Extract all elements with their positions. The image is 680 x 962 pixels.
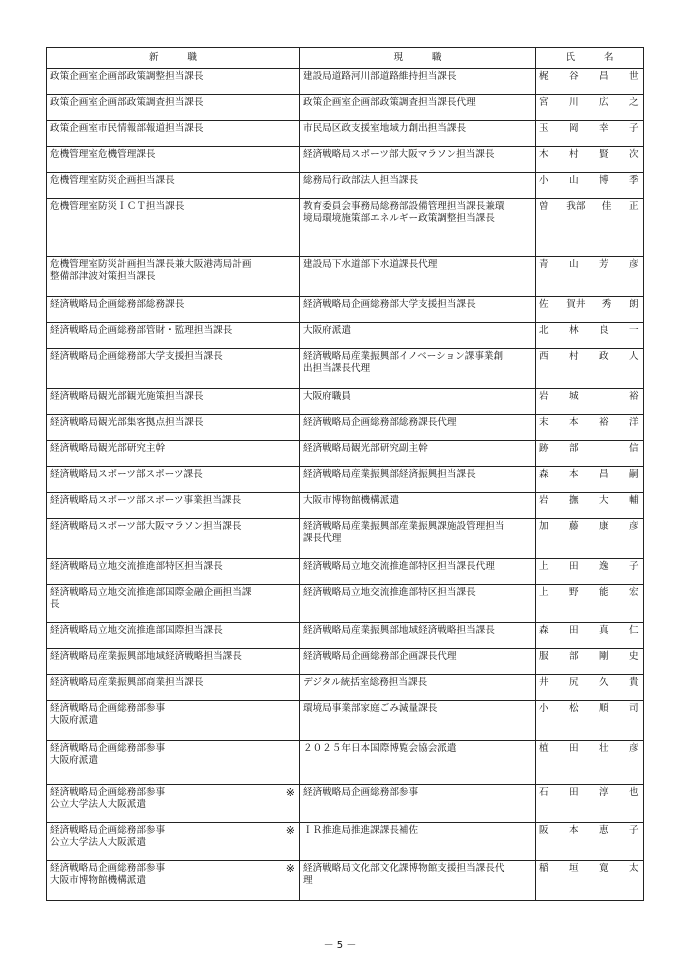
current-post-cell [300,701,536,741]
current-post-line: デジタル統括室総務担当課長 [303,677,428,688]
name-char: 壮 [599,743,609,754]
new-post-cell [47,623,300,649]
new-post-cell [47,701,300,741]
table-row [47,69,644,95]
name-cell [536,297,644,323]
current-post-line: 経済戦略局立地交流推進部特区担当課長 [303,587,476,598]
name-char: 仁 [629,625,639,636]
current-post-cell [300,257,536,297]
current-post-cell [300,493,536,519]
new-post-cell [47,785,300,823]
name-cell [536,147,644,173]
name-char: 本 [569,825,579,836]
name-char: 松 [569,703,579,714]
name-char: 田 [569,787,579,798]
name-char: 本 [569,417,579,428]
name-char: 岡 [569,123,579,134]
name-char: 司 [629,703,639,714]
table-row [47,861,644,901]
name-char: 小 [539,175,549,186]
name-char: 康 [599,521,609,532]
new-post-line: 政策企画室企画部政策調整担当課長 [50,71,204,82]
name-char: 野 [569,587,579,598]
new-post-cell [47,559,300,585]
name-char: 次 [629,149,639,160]
new-post-cell [47,861,300,901]
table-row [47,297,644,323]
name-char: 真 [599,625,609,636]
current-post-line: 経済戦略局企画総務部大学支援担当課長 [303,299,476,310]
name-char: 裕 [599,417,609,428]
new-post-cell [47,585,300,623]
table-row [47,649,644,675]
name-char: 彦 [629,743,639,754]
name-char: 賀井 [566,299,586,310]
name-cell [536,199,644,257]
current-post-line: 経済戦略局産業振興部経済振興担当課長 [303,469,476,480]
new-post-line: 経済戦略局観光部観光施策担当課長 [50,391,204,402]
name-cell [536,323,644,349]
name-char: 岩 [539,495,549,506]
name-cell [536,785,644,823]
name-char: 子 [629,561,639,572]
current-post-line: 経済戦略局企画総務部総務課長代理 [303,417,457,428]
new-post-line: 公立大学法人大阪派遣 [50,837,146,848]
current-post-cell [300,441,536,467]
table-row [47,741,644,785]
name-char [599,391,610,403]
new-post-cell [47,441,300,467]
name-char: 加 [539,521,549,532]
new-post-line: 大阪市博物館機構派遣 [50,875,146,886]
new-post-line: 大阪府派遣 [50,715,98,726]
new-post-line: 政策企画室企画部政策調査担当課長 [50,97,204,108]
current-post-cell [300,623,536,649]
table-row [47,785,644,823]
name-char: 青 [539,259,549,270]
new-post-line: 経済戦略局スポーツ部スポーツ課長 [50,469,203,480]
name-char: 村 [569,351,579,362]
current-post-line: 理 [303,875,313,886]
name-cell [536,493,644,519]
name-char: 賢 [599,149,609,160]
name-char: 尻 [569,677,579,688]
new-post-line: 危機管理室防災ＩＣＴ担当課長 [50,201,185,212]
name-cell [536,823,644,861]
new-post-line: 経済戦略局スポーツ部スポーツ事業担当課長 [50,495,242,506]
name-char: 人 [629,351,639,362]
name-char: 博 [599,175,609,186]
current-post-cell [300,559,536,585]
name-char: 信 [629,443,639,454]
new-post-cell [47,493,300,519]
name-char: 佳 [601,201,612,212]
name-cell [536,389,644,415]
new-post-line: 危機管理室防災企画担当課長 [50,175,175,186]
name-char: 部 [569,651,579,662]
name-char: 撫 [569,495,579,506]
name-char: 寛 [599,863,609,874]
name-char: 子 [629,123,639,134]
name-char: 藤 [569,521,579,532]
personnel-table [46,47,644,901]
new-post-cell [47,121,300,147]
name-char: 部 [569,443,579,454]
name-char: 山 [569,259,579,270]
new-post-cell [47,675,300,701]
current-post-cell [300,173,536,199]
new-post-cell [47,741,300,785]
current-post-cell [300,519,536,559]
page-number: － 5 － [323,940,357,951]
new-post-cell [47,173,300,199]
current-post-cell [300,121,536,147]
new-post-line: 経済戦略局観光部集客拠点担当課長 [50,417,204,428]
note-mark: ※ [285,824,295,837]
current-post-line: 政策企画室企画部政策調査担当課長代理 [303,97,476,108]
name-char: 木 [539,149,549,160]
name-char: 梶 [539,71,549,82]
name-char: 上 [539,561,549,572]
table-row [47,559,644,585]
name-char: 田 [569,625,579,636]
new-post-cell [47,415,300,441]
new-post-line: 長 [50,599,60,610]
name-char: 宮 [539,97,549,108]
name-cell [536,121,644,147]
name-cell [536,519,644,559]
table-row [47,349,644,389]
current-post-cell [300,147,536,173]
name-char: 本 [569,469,579,480]
name-cell [536,257,644,297]
current-post-line: 課長代理 [303,533,342,544]
new-post-line: 経済戦略局企画総務部総務課長 [50,299,185,310]
current-post-cell [300,69,536,95]
current-post-cell [300,861,536,901]
name-cell [536,467,644,493]
new-post-cell [47,389,300,415]
new-post-line: 政策企画室市民情報部報道担当課長 [50,123,204,134]
name-char: 服 [539,651,549,662]
name-char: 阪 [539,825,549,836]
current-post-line: 経済戦略局文化部文化課博物館支援担当課長代 [303,863,505,874]
new-post-line: 経済戦略局立地交流推進部国際担当課長 [50,625,223,636]
name-char: 朗 [628,299,639,310]
name-char: 上 [539,587,549,598]
name-char: 山 [569,175,579,186]
name-cell [536,649,644,675]
table-row [47,199,644,257]
table-row [47,95,644,121]
name-char: 淳 [599,787,609,798]
current-post-cell [300,741,536,785]
current-post-cell [300,323,536,349]
current-post-line: 出担当課長代理 [303,363,371,374]
name-char: 森 [539,625,549,636]
name-cell [536,415,644,441]
current-post-cell [300,649,536,675]
current-post-line: 経済戦略局スポーツ部大阪マラソン担当課長 [303,149,495,160]
name-char: 芳 [599,259,609,270]
current-post-cell [300,349,536,389]
name-char: 岩 [539,391,549,402]
current-post-line: 経済戦略局観光部研究副主幹 [303,443,428,454]
name-cell [536,675,644,701]
new-post-line: 危機管理室危機管理課長 [50,149,156,160]
name-char: 世 [629,71,639,82]
current-post-line: 建設局道路河川部道路維持担当課長 [303,71,457,82]
current-post-line: 総務局行政部法人担当課長 [303,175,419,186]
name-char: 大 [599,495,609,506]
name-char: 一 [629,325,639,336]
new-post-line: 経済戦略局観光部研究主幹 [50,443,166,454]
table-row [47,415,644,441]
table-row [47,257,644,297]
new-post-line: 経済戦略局スポーツ部大阪マラソン担当課長 [50,521,242,532]
current-post-cell [300,95,536,121]
name-cell [536,559,644,585]
new-post-line: 経済戦略局企画総務部参事 [50,863,166,874]
name-char: 恵 [599,825,609,836]
name-char: 逸 [599,561,609,572]
name-char: 田 [569,561,579,572]
new-post-line: 経済戦略局立地交流推進部特区担当課長 [50,561,223,572]
name-char: 幸 [599,123,609,134]
header-current-post: 現 職 [300,48,536,69]
current-post-cell [300,585,536,623]
new-post-line: 経済戦略局立地交流推進部国際金融企画担当課 [50,587,252,598]
table-row [47,701,644,741]
current-post-line: 経済戦略局企画総務部企画課長代理 [303,651,457,662]
name-char: 石 [539,787,549,798]
new-post-cell [47,297,300,323]
name-char: 森 [539,469,549,480]
current-post-line: 環境局事業部家庭ごみ減量課長 [303,703,438,714]
table-row [47,493,644,519]
current-post-line: 経済戦略局産業振興部地域経済戦略担当課長 [303,625,495,636]
name-cell [536,69,644,95]
name-char: 季 [629,175,639,186]
name-char: 北 [539,325,549,336]
current-post-line: 経済戦略局産業振興部イノベーション課事業創 [303,351,504,362]
name-char: 昌 [599,71,609,82]
name-char: 村 [569,149,579,160]
name-char: 谷 [569,71,579,82]
new-post-cell [47,147,300,173]
name-cell [536,349,644,389]
name-char: 跡 [539,443,549,454]
name-char: 昌 [599,469,609,480]
current-post-cell [300,823,536,861]
name-char: 裕 [629,391,639,402]
new-post-line: 危機管理室防災計画担当課長兼大阪港湾局計画 [50,259,252,270]
table-row [47,823,644,861]
name-char: 彦 [629,521,639,532]
new-post-line: 経済戦略局産業振興部地域経済戦略担当課長 [50,651,242,662]
name-char: 嗣 [629,469,639,480]
note-mark: ※ [285,786,295,799]
new-post-line: 経済戦略局企画総務部参事 [50,825,166,836]
new-post-cell [47,349,300,389]
name-cell [536,861,644,901]
table-header-row [47,48,644,69]
current-post-line: 経済戦略局立地交流推進部特区担当課長代理 [303,561,495,572]
name-cell [536,741,644,785]
current-post-line: 境局環境施策部エネルギー政策調整担当課長 [303,213,495,224]
table-row [47,147,644,173]
name-char: 城 [569,391,579,402]
name-cell [536,585,644,623]
current-post-line: ２０２５年日本国際博覧会協会派遣 [303,743,457,754]
name-char: 貴 [629,677,639,688]
table-row [47,585,644,623]
name-char: 彦 [629,259,639,270]
name-cell [536,441,644,467]
table-row [47,467,644,493]
new-post-cell [47,199,300,257]
name-char: 井 [539,677,549,688]
new-post-line: 経済戦略局企画総務部参事 [50,787,166,798]
name-char: 剛 [599,651,609,662]
current-post-cell [300,297,536,323]
name-char: 川 [569,97,579,108]
name-char: 輔 [629,495,639,506]
new-post-line: 経済戦略局企画総務部大学支援担当課長 [50,351,223,362]
new-post-line: 経済戦略局企画総務部管財・監理担当課長 [50,325,233,336]
name-char: 秀 [601,299,612,310]
table-row [47,519,644,559]
new-post-cell [47,95,300,121]
note-mark: ※ [285,862,295,875]
table-row [47,121,644,147]
current-post-cell [300,785,536,823]
name-cell [536,701,644,741]
name-char: 西 [539,351,549,362]
new-post-cell [47,323,300,349]
name-char: 小 [539,703,549,714]
name-char: 子 [629,825,639,836]
new-post-cell [47,649,300,675]
new-post-line: 大阪府派遣 [50,755,98,766]
new-post-line: 経済戦略局企画総務部参事 [50,743,166,754]
current-post-line: ＩＲ推進局推進課課長補佐 [303,825,419,836]
name-char: 玉 [539,123,549,134]
name-char: 曽 [539,201,549,212]
name-char: 太 [629,863,639,874]
current-post-line: 大阪府派遣 [303,325,351,336]
name-char: 宏 [629,587,639,598]
header-name: 氏 名 [536,48,644,69]
current-post-cell [300,467,536,493]
name-char: 良 [599,325,609,336]
name-char: 植 [539,743,549,754]
current-post-cell [300,389,536,415]
name-char: 垣 [569,863,579,874]
header-new-post: 新 職 [47,48,300,69]
name-char: 洋 [629,417,639,428]
name-char: 稲 [539,863,549,874]
name-char: 広 [599,97,609,108]
table-row [47,173,644,199]
new-post-line: 整備部津波対策担当課長 [50,271,156,282]
table-row [47,675,644,701]
table-row [47,623,644,649]
current-post-line: 教育委員会事務局総務部設備管理担当課長兼環 [303,201,505,212]
new-post-line: 経済戦略局産業振興部商業担当課長 [50,677,204,688]
table-row [47,389,644,415]
name-cell [536,623,644,649]
name-char: 久 [599,677,609,688]
name-char: 也 [629,787,639,798]
name-char: 正 [628,201,639,212]
name-char: 政 [599,351,609,362]
current-post-cell [300,675,536,701]
current-post-line: 経済戦略局企画総務部参事 [303,787,419,798]
name-cell [536,95,644,121]
name-char: 田 [569,743,579,754]
new-post-cell [47,519,300,559]
current-post-line: 市民局区政支援室地域力創出担当課長 [303,123,467,134]
name-char [599,443,610,455]
current-post-line: 大阪府職員 [303,391,351,402]
name-char: 佐 [539,299,549,310]
name-char: 我部 [566,201,586,212]
name-char: 史 [629,651,639,662]
name-cell [536,173,644,199]
new-post-cell [47,467,300,493]
current-post-line: 経済戦略局産業振興部産業振興課施設管理担当 [303,521,505,532]
current-post-cell [300,415,536,441]
current-post-line: 大阪市博物館機構派遣 [303,495,399,506]
table-row [47,441,644,467]
name-char: 末 [539,417,549,428]
table-row [47,323,644,349]
name-char: 之 [629,97,639,108]
new-post-line: 経済戦略局企画総務部参事 [50,703,166,714]
new-post-cell [47,823,300,861]
new-post-cell [47,69,300,95]
current-post-line: 建設局下水道部下水道課長代理 [303,259,438,270]
new-post-line: 公立大学法人大阪派遣 [50,799,146,810]
name-char: 順 [599,703,609,714]
name-char: 林 [569,325,579,336]
new-post-cell [47,257,300,297]
name-char: 能 [599,587,609,598]
current-post-cell [300,199,536,257]
